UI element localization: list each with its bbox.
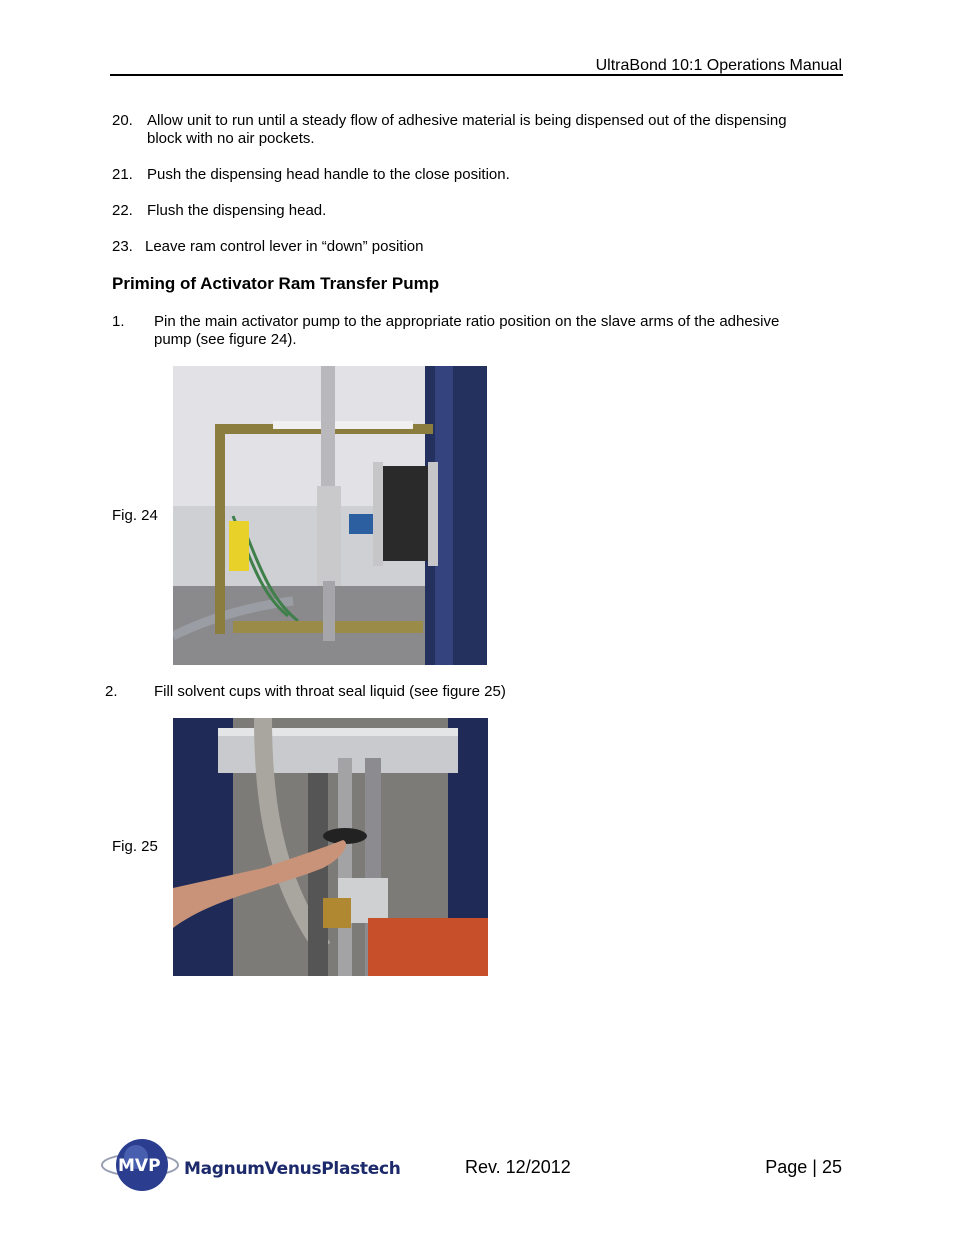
step-20: [112, 112, 842, 152]
step-text-line: Push the dispensing head handle to the close position.: [147, 166, 510, 183]
step-number: 21.: [112, 166, 133, 183]
step-number: 23.: [112, 238, 133, 255]
figure-25-photo: [173, 718, 488, 976]
step-number: 20.: [112, 112, 133, 129]
step-text-line: block with no air pockets.: [147, 130, 315, 147]
section-heading: Priming of Activator Ram Transfer Pump: [112, 274, 440, 293]
step-22: [112, 202, 842, 222]
logo-badge-text: MVP: [118, 1156, 161, 1176]
figure-25-label: Fig. 25: [112, 838, 158, 855]
figure-24-label: Fig. 24: [112, 507, 158, 524]
revision-date: Rev. 12/2012: [465, 1157, 571, 1177]
step-21: [112, 166, 842, 186]
step-text-line: Allow unit to run until a steady flow of adhesive material is being dispensed out of the dispensing: [147, 112, 787, 129]
logo-wordmark: MagnumVenusPlastech: [184, 1159, 401, 1179]
step-1: [112, 313, 842, 353]
step-text-line: Flush the dispensing head.: [147, 202, 327, 219]
step-text-line: Fill solvent cups with throat seal liquid (see figure 25): [154, 683, 506, 700]
page-number: Page | 25: [765, 1157, 842, 1177]
step-number: 22.: [112, 202, 133, 219]
step-23: [112, 238, 842, 258]
figure-24-photo: [173, 366, 487, 665]
company-logo: [100, 1135, 401, 1195]
step-text-line: Leave ram control lever in “down” position: [145, 238, 424, 255]
manual-title: UltraBond 10:1 Operations Manual: [595, 57, 842, 74]
step-text-line: pump (see figure 24).: [154, 331, 297, 348]
step-number: 2.: [105, 683, 118, 700]
step-number: 1.: [112, 313, 125, 330]
step-text-line: Pin the main activator pump to the appropriate ratio position on the slave arms of the adhesive: [154, 313, 780, 330]
step-2: [105, 683, 845, 703]
header-divider: [110, 74, 843, 76]
